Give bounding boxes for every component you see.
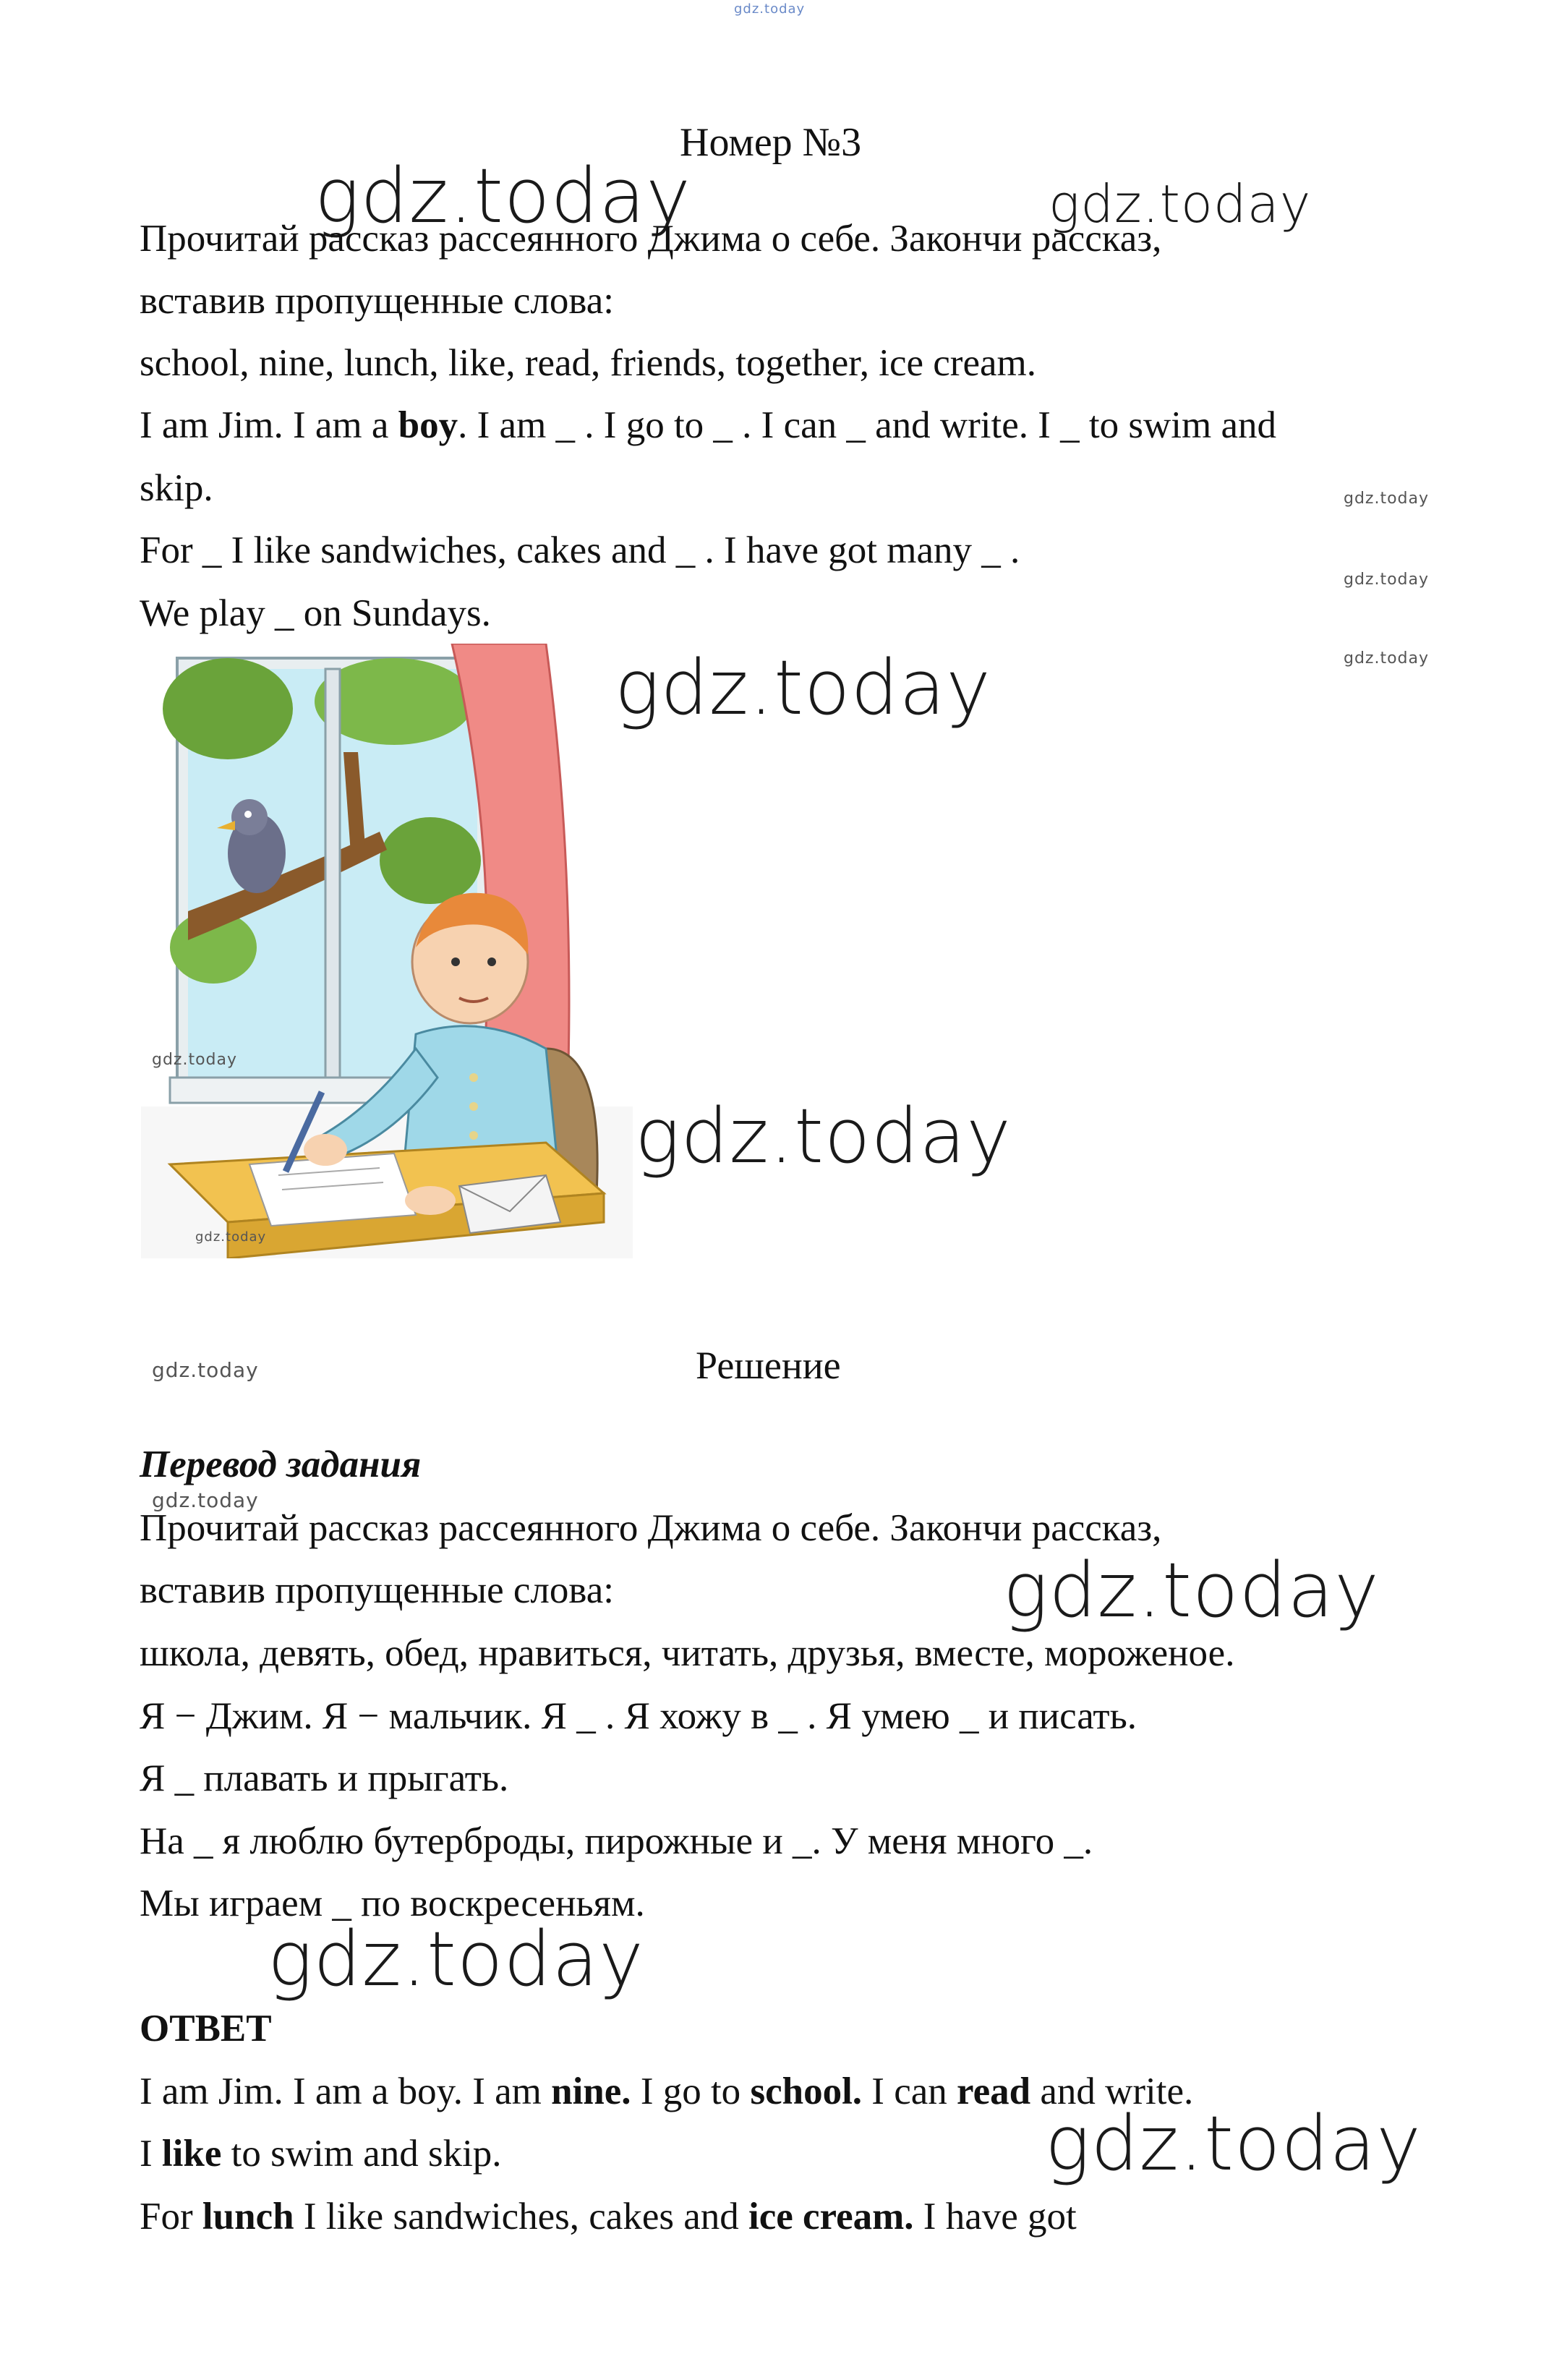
answer-heading: ОТВЕТ (140, 2008, 272, 2050)
watermark: gdz.today (315, 152, 691, 240)
answer-word: like (161, 2133, 222, 2175)
answer-text: to swim and skip. (221, 2133, 502, 2175)
watermark: gdz.today (152, 1358, 259, 1382)
watermark: gdz.today (1045, 2099, 1422, 2188)
translation-line: школа, девять, обед, нравиться, читать, друзья, вместе, мороженое. (140, 1632, 1235, 1674)
watermark: gdz.today (1003, 1546, 1380, 1634)
watermark: gdz.today (195, 1229, 267, 1245)
answer-text: I go to (631, 2070, 751, 2112)
story-line-3: For _ I like sandwiches, cakes and _ . I have got many _ . (140, 529, 1020, 571)
story-bold-word: boy (398, 404, 458, 446)
boy-writing-illustration (141, 644, 633, 1291)
watermark: gdz.today (268, 1915, 644, 2003)
watermark: gdz.today (1344, 571, 1430, 589)
story-line-2: skip. (140, 467, 213, 509)
translation-line: Я _ плавать и прыгать. (140, 1757, 509, 1799)
translation-line: Прочитай рассказ рассеянного Джима о себе. Закончи рассказ, (140, 1507, 1162, 1549)
translation-line: Я − Джим. Я − мальчик. Я _ . Я хожу в _ . Я умею _ и писать. (140, 1695, 1137, 1737)
top-watermark: gdz.today (734, 1, 806, 17)
translation-heading: Перевод задания (140, 1443, 422, 1485)
watermark: gdz.today (635, 1092, 1012, 1180)
envelope (459, 1175, 560, 1233)
watermark: gdz.today (152, 1488, 259, 1512)
translation-line: Мы играем _ по воскресеньям. (140, 1882, 645, 1924)
answer-text: I (140, 2133, 162, 2175)
answer-word: ice cream. (748, 2196, 914, 2238)
answer-line-2 (140, 2132, 502, 2175)
answer-line-3 (140, 2195, 1077, 2238)
solution-heading: Решение (696, 1344, 841, 1387)
answer-word: school. (750, 2070, 863, 2112)
word-list: school, nine, lunch, like, read, friends, together, ice cream. (140, 342, 1036, 384)
watermark: gdz.today (1049, 174, 1312, 234)
story-line-1 (140, 404, 1276, 447)
translation-line: На _ я люблю бутерброды, пирожные и _. У меня много _. (140, 1820, 1093, 1862)
task-intro-line: вставив пропущенные слова: (140, 280, 614, 322)
page-title: Номер №3 (680, 120, 862, 165)
answer-line-1 (140, 2070, 1193, 2113)
story-text: I am Jim. I am a (140, 404, 398, 446)
answer-text: I have got (913, 2196, 1077, 2238)
answer-word: lunch (202, 2196, 294, 2238)
answer-text: I am Jim. I am a boy. I am (140, 2070, 552, 2112)
answer-word: nine. (551, 2070, 631, 2112)
translation-line: вставив пропущенные слова: (140, 1569, 614, 1611)
watermark: gdz.today (152, 1051, 238, 1069)
answer-word: read (957, 2070, 1031, 2112)
task-intro-line: Прочитай рассказ рассеянного Джима о себе. Закончи рассказ, (140, 218, 1162, 260)
answer-text: I can (862, 2070, 957, 2112)
story-line-4: We play _ on Sundays. (140, 592, 491, 634)
answer-text: and write. (1030, 2070, 1194, 2112)
answer-text: For (140, 2196, 202, 2238)
answer-text: I like sandwiches, cakes and (294, 2196, 748, 2238)
story-text: . I am _ . I go to _ . I can _ and write. I _ to swim and (458, 404, 1277, 446)
watermark: gdz.today (1344, 649, 1430, 667)
watermark: gdz.today (1344, 490, 1430, 508)
watermark: gdz.today (615, 644, 991, 732)
